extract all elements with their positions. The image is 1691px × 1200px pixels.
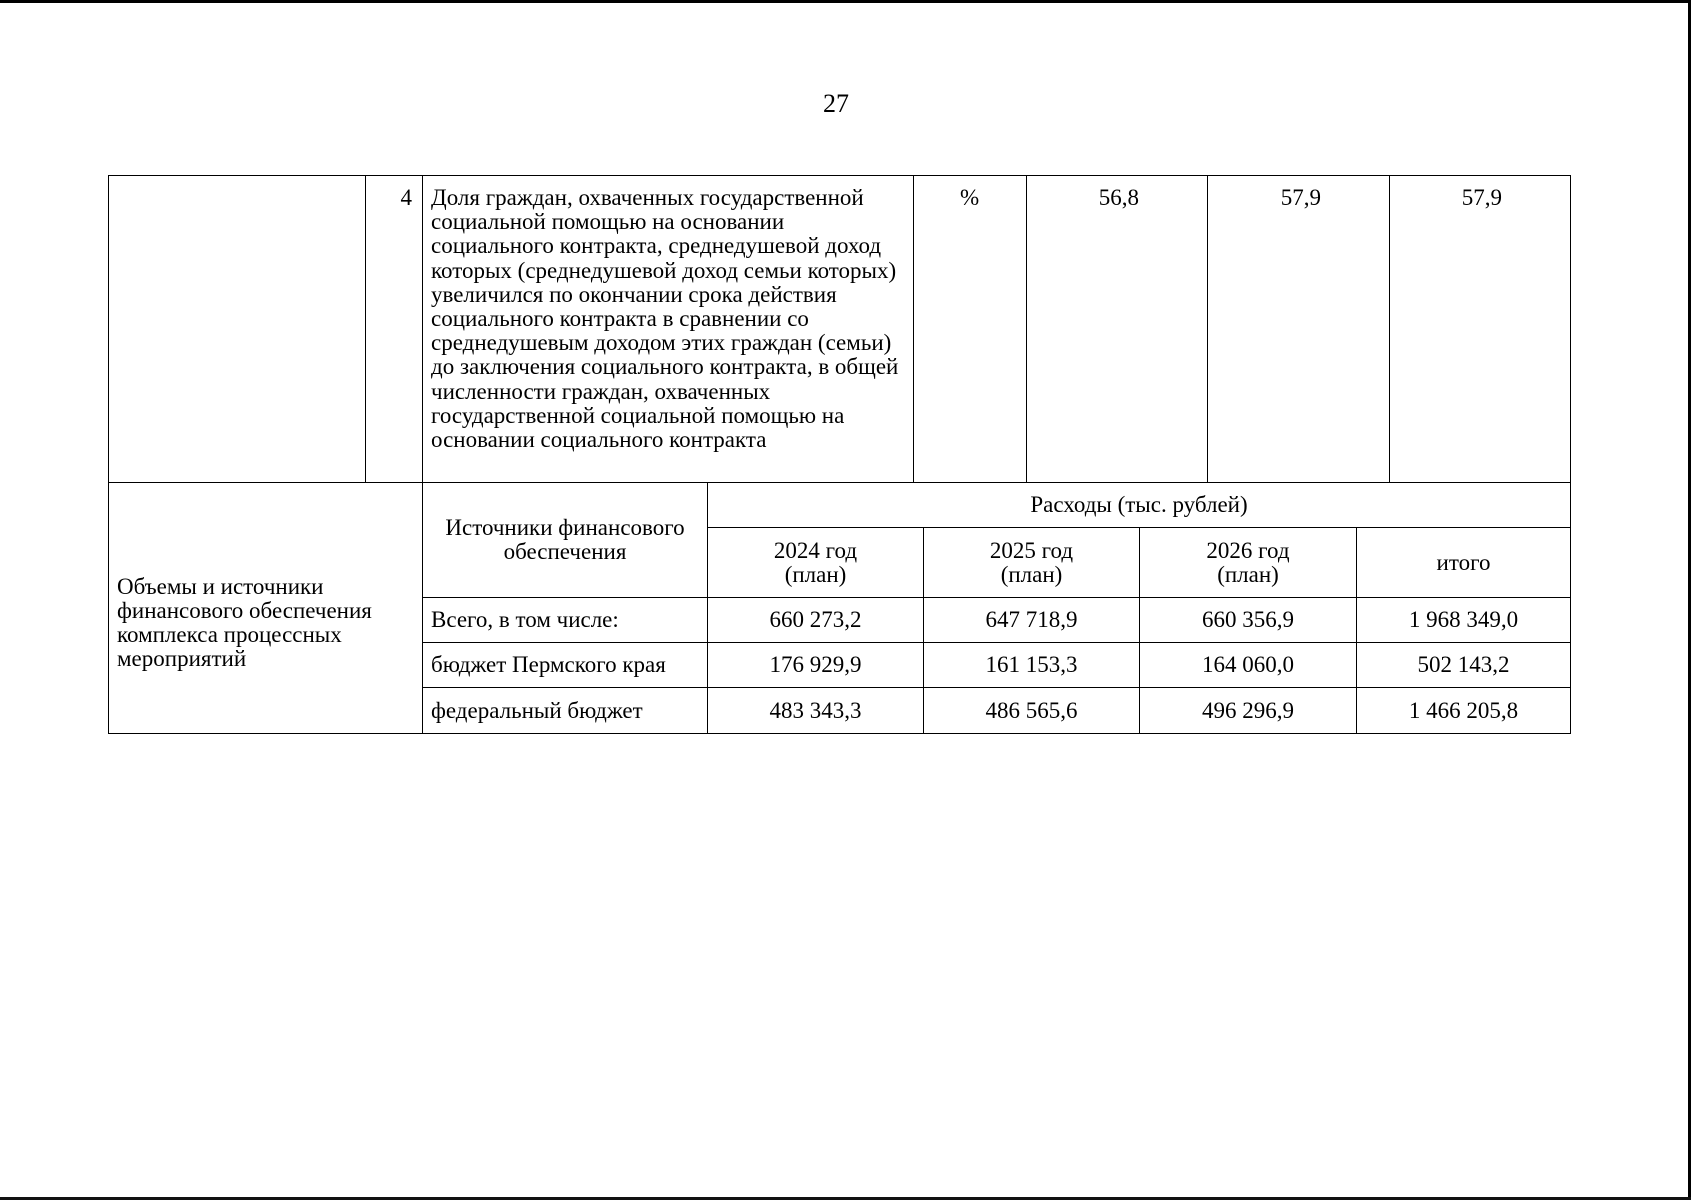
perm-budget-2025: [923, 642, 1140, 688]
year-header-2025-text: 2025 год (план): [989, 537, 1074, 587]
source-perm-budget-text: бюджет Пермского края: [431, 652, 666, 677]
perm-budget-2026: [1139, 642, 1357, 688]
year-header-2024: [707, 527, 924, 598]
federal-budget-2025-text: 486 565,6: [985, 697, 1078, 723]
source-total: [422, 597, 708, 643]
perm-budget-2025-text: 161 153,3: [985, 652, 1078, 677]
sources-header-text: Источники финансового обеспечения: [445, 515, 685, 564]
total-2026: [1139, 597, 1357, 643]
perm-budget-sum-text: 502 143,2: [1417, 652, 1510, 677]
total-2024-text: 660 273,2: [769, 607, 862, 632]
perm-budget-2024: [707, 642, 924, 688]
perm-budget-2024-text: 176 929,9: [769, 652, 862, 677]
financing-row-label-text: Объемы и источники финансового обеспечения комплекса процессных мероприятий: [117, 574, 372, 671]
empty-label-cell: [108, 175, 366, 483]
federal-budget-sum: [1356, 687, 1571, 734]
total-2024: [707, 597, 924, 643]
year-header-2024-text: 2024 год (план): [773, 537, 858, 587]
federal-budget-2024-text: 483 343,3: [769, 697, 862, 723]
perm-budget-2026-text: 164 060,0: [1202, 652, 1294, 677]
financing-row-label: [108, 482, 423, 734]
year-header-2026: [1139, 527, 1357, 598]
federal-budget-2026-text: 496 296,9: [1202, 697, 1294, 723]
expenses-header-text: Расходы (тыс. рублей): [1030, 492, 1248, 517]
total-2025: [923, 597, 1140, 643]
source-federal-budget-text: федеральный бюджет: [431, 697, 643, 723]
indicator-value-2025: 57,9: [1207, 175, 1390, 483]
federal-budget-2026: [1139, 687, 1357, 734]
source-federal-budget: [422, 687, 708, 734]
sources-header: [422, 482, 708, 598]
year-header-2026-text: 2026 год (план): [1206, 537, 1290, 587]
total-sum-text: 1 968 349,0: [1408, 607, 1519, 632]
expenses-header: [707, 482, 1571, 528]
total-2026-text: 660 356,9: [1202, 607, 1294, 632]
federal-budget-2024: [707, 687, 924, 734]
total-header: [1356, 527, 1571, 598]
total-2025-text: 647 718,9: [985, 607, 1078, 632]
indicator-number: 4: [365, 175, 423, 483]
indicator-value-2024: 56,8: [1026, 175, 1208, 483]
source-perm-budget: [422, 642, 708, 688]
indicator-description: Доля граждан, охваченных государственной социальной помощью на основании социального контракта, среднедушевой доход которых (среднедушевой доход семьи которых) увеличился по окончании срока действия социального контракта в сравнении со среднедушевым доходом этих граждан (семьи) до заключения социального контракта, в общей численности граждан, охваченных государственной социальной помощью на основании социального контракта: [422, 175, 914, 483]
year-header-2025: [923, 527, 1140, 598]
total-header-text: итого: [1436, 549, 1491, 575]
perm-budget-sum: [1356, 642, 1571, 688]
total-sum: [1356, 597, 1571, 643]
indicator-value-2026: 57,9: [1389, 175, 1571, 483]
federal-budget-2025: [923, 687, 1140, 734]
indicator-unit: %: [913, 175, 1027, 483]
page-number: 27: [823, 89, 849, 118]
scan-border-top: [0, 0, 1691, 3]
source-total-text: Всего, в том числе:: [431, 607, 619, 632]
federal-budget-sum-text: 1 466 205,8: [1408, 697, 1519, 723]
